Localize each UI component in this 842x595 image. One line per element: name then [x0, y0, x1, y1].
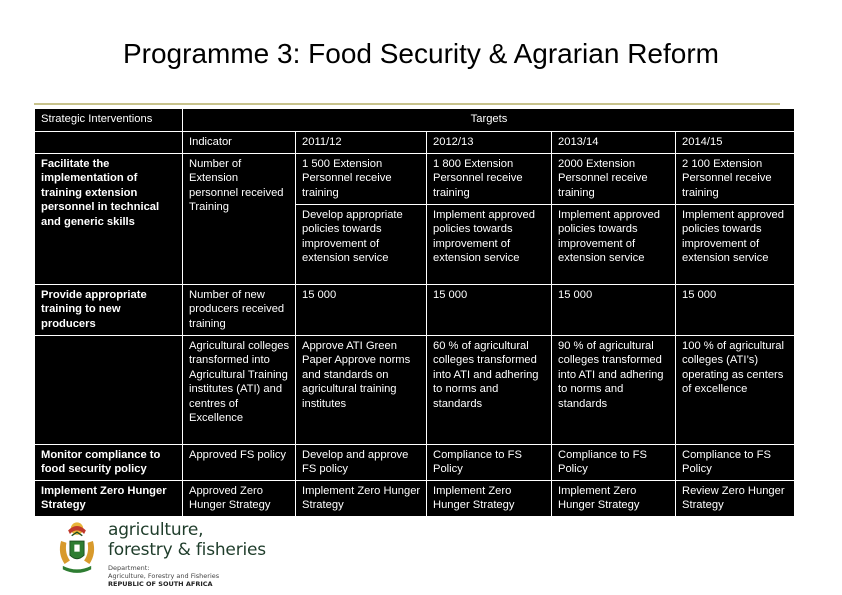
- table-row: [35, 154, 795, 205]
- logo-line-forestry: forestry & fisheries: [108, 540, 266, 560]
- strategic-intervention-cell: Provide appropriate training to new producers: [35, 285, 183, 336]
- target-cell: 90 % of agricultural colleges transformed into ATI and adhering to norms and standards: [552, 336, 676, 445]
- year-header-2012-13: 2012/13: [427, 132, 552, 154]
- target-cell: Develop appropriate policies towards improvement of extension service: [296, 205, 427, 285]
- target-cell: 15 000: [296, 285, 427, 336]
- target-cell: 1 500 Extension Personnel receive training: [296, 154, 427, 205]
- strategic-intervention-cell: [35, 336, 183, 445]
- table-row: [35, 445, 795, 481]
- target-cell: Compliance to FS Policy: [552, 445, 676, 481]
- target-cell: Implement approved policies towards improvement of extension service: [427, 205, 552, 285]
- indicator-cell: Number of Extension personnel received Training: [183, 154, 296, 285]
- strategic-intervention-cell: Monitor compliance to food security policy: [35, 445, 183, 481]
- indicator-cell: Approved FS policy: [183, 445, 296, 481]
- strategic-intervention-cell: Implement Zero Hunger Strategy: [35, 481, 183, 517]
- table-row: [35, 285, 795, 336]
- table-row: [35, 336, 795, 445]
- strategic-intervention-cell: Facilitate the implementation of training extension personnel in technical and generic skills: [35, 154, 183, 285]
- year-header-2013-14: 2013/14: [552, 132, 676, 154]
- indicator-cell: Agricultural colleges transformed into Agricultural Training institutes (ATI) and centres of Excellence: [183, 336, 296, 445]
- year-header-2014-15: 2014/15: [676, 132, 795, 154]
- target-cell: Implement approved policies towards improvement of extension service: [676, 205, 795, 285]
- page-title: Programme 3: Food Security & Agrarian Reform: [122, 38, 719, 69]
- target-cell: Compliance to FS Policy: [676, 445, 795, 481]
- indicator-header: Indicator: [183, 132, 296, 154]
- target-cell: Implement approved policies towards improvement of extension service: [552, 205, 676, 285]
- target-cell: 15 000: [427, 285, 552, 336]
- target-cell: Implement Zero Hunger Strategy: [552, 481, 676, 517]
- logo-country: REPUBLIC OF SOUTH AFRICA: [108, 580, 213, 588]
- target-cell: 100 % of agricultural colleges (ATI’s) operating as centers of excellence: [676, 336, 795, 445]
- coat-of-arms-icon: [60, 522, 94, 572]
- target-cell: 15 000: [552, 285, 676, 336]
- indicator-cell: Number of new producers received training: [183, 285, 296, 336]
- target-cell: 2000 Extension Personnel receive training: [552, 154, 676, 205]
- table-row: [35, 481, 795, 517]
- target-cell: 1 800 Extension Personnel receive training: [427, 154, 552, 205]
- target-cell: Develop and approve FS policy: [296, 445, 427, 481]
- target-cell: Approve ATI Green Paper Approve norms and standards on agricultural training institutes: [296, 336, 427, 445]
- logo-department-name: Agriculture, Forestry and Fisheries: [108, 572, 220, 580]
- target-cell: Review Zero Hunger Strategy: [676, 481, 795, 517]
- table-header-row: [35, 109, 795, 132]
- targets-table: [34, 108, 795, 517]
- logo-line-agriculture: agriculture,: [108, 520, 204, 540]
- target-cell: 60 % of agricultural colleges transformed into ATI and adhering to norms and standards: [427, 336, 552, 445]
- coat-of-arms-logo: [52, 518, 102, 580]
- department-logo-text: [108, 520, 308, 588]
- target-cell: Implement Zero Hunger Strategy: [296, 481, 427, 517]
- title-divider: [34, 103, 780, 105]
- indicator-cell: Approved Zero Hunger Strategy: [183, 481, 296, 517]
- blank-header-cell: [35, 132, 183, 154]
- strategic-interventions-header: Strategic Interventions: [35, 109, 183, 132]
- target-cell: 2 100 Extension Personnel receive training: [676, 154, 795, 205]
- target-cell: Compliance to FS Policy: [427, 445, 552, 481]
- logo-department-label: Department:: [108, 564, 150, 572]
- target-cell: 15 000: [676, 285, 795, 336]
- target-cell: Implement Zero Hunger Strategy: [427, 481, 552, 517]
- targets-header: Targets: [183, 109, 795, 132]
- column-header-row: [35, 132, 795, 154]
- year-header-2011-12: 2011/12: [296, 132, 427, 154]
